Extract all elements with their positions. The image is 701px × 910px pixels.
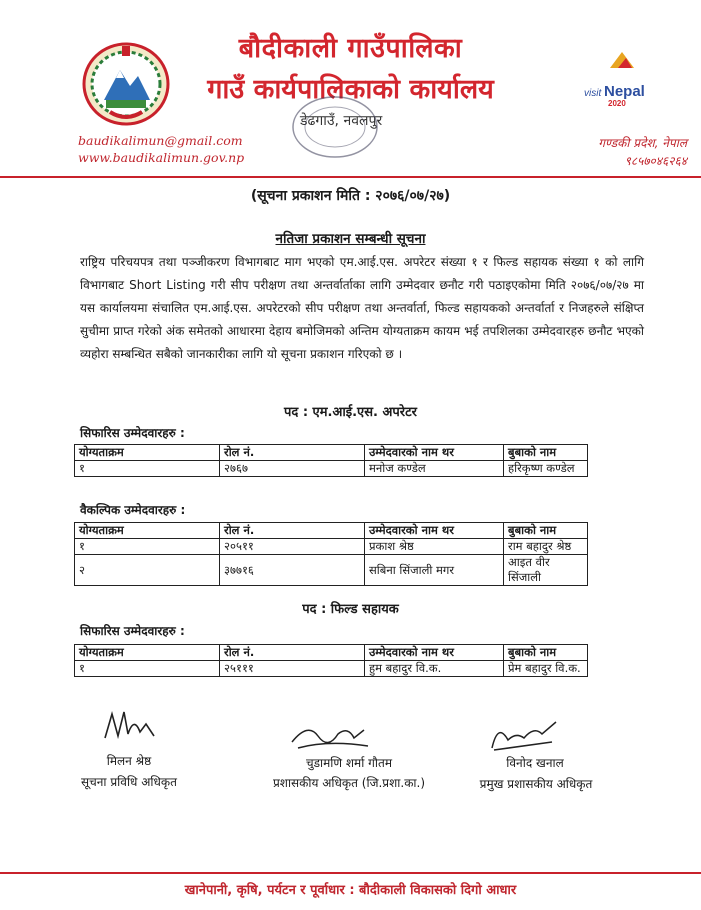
svg-text:visit: visit (584, 88, 602, 99)
header-divider (0, 176, 701, 178)
signatory-3-name: विनोद खनाल (506, 756, 564, 770)
contact-block (78, 132, 244, 166)
mis-recommended-table (74, 444, 588, 477)
footer-slogan: खानेपानी, कृषि, पर्यटन र पूर्वाधार : बौदीकाली विकासको दिगो आधार (184, 883, 517, 898)
field-recommended-table (74, 644, 588, 677)
contact-right-block (547, 134, 687, 170)
cell-candidate: मनोज कण्डेल (365, 461, 504, 477)
cell-candidate: प्रकाश श्रेष्ठ (365, 539, 504, 555)
table-row (75, 555, 588, 586)
col-rank: योग्यताक्रम (75, 445, 220, 461)
table-header-row (75, 645, 588, 661)
province-name: गण्डकी प्रदेश, नेपाल (598, 136, 687, 150)
office-title: गाउँ कार्यपालिकाको कार्यालय (207, 74, 494, 105)
footer-divider (0, 872, 701, 874)
col-candidate: उम्मेदवारको नाम थर (365, 445, 504, 461)
col-father: बुबाको नाम (504, 645, 588, 661)
cell-father: राम बहादुर श्रेष्ठ (504, 539, 588, 555)
cell-candidate: सबिना सिंजाली मगर (365, 555, 504, 586)
signatory-2-role: प्रशासकीय अधिकृत (जि.प्रशा.का.) (272, 776, 426, 790)
website-address: www.baudikalimun.gov.np (78, 150, 245, 165)
cell-candidate: हुम बहादुर वि.क. (365, 661, 504, 677)
cell-rank: १ (75, 661, 220, 677)
svg-text:2020: 2020 (608, 99, 626, 108)
email-address: baudikalimun@gmail.com (78, 133, 243, 148)
office-location: डेढगाउँ, नवलपुर (300, 113, 383, 129)
cell-father: प्रेम बहादुर वि.क. (504, 661, 588, 677)
col-rank: योग्यताक्रम (75, 645, 220, 661)
col-candidate: उम्मेदवारको नाम थर (365, 523, 504, 539)
municipality-title: बौदीकाली गाउँपालिका (238, 33, 463, 64)
col-father: बुबाको नाम (504, 523, 588, 539)
phone-number: ९८५७०४६२६४ (624, 154, 687, 168)
notice-body: राष्ट्रिय परिचयपत्र तथा पञ्जीकरण विभागबाट माग भएको एम.आई.एस. अपरेटर संख्या १ र फिल्ड सहायक संख्या १ को लागि विभागबाट Short Listing गरी सीप परीक्षण तथा अन्तर्वार्ताका लागि उम्मेदवार छनौट गरी पठाइएकोमा मिति २०७६/०७/२७ मा यस कार्यालयमा संचालित एम.आई.एस. अपरेटरको सीप परीक्षण तथा अन्तर्वार्ता, फिल्ड सहायकको अन्तर्वार्ता र निजहरुले संक्षिप्त सुचीमा प्राप्त गरेको अंक समेतको आधारमा देहाय बमोजिमको अन्तिम योग्यताक्रम कायम भई तपशिलका उम्मेदवारहरु छनौट भएको व्यहोरा सम्बन्धित सबैको जानकारीका लागि यो सूचना प्रकाशन गरिएको छ । (80, 255, 644, 361)
notice-date: (सूचना प्रकाशन मिति : २०७६/०७/२७) (250, 188, 451, 204)
notice-title-text: नतिजा प्रकाशन सम्बन्धी सूचना (275, 231, 426, 247)
col-father: बुबाको नाम (504, 445, 588, 461)
post-heading-mis-operator: पद : एम.आई.एस. अपरेटर (284, 405, 417, 420)
signatory-1-name: मिलन श्रेष्ठ (106, 754, 152, 768)
recommended-label: सिफारिस उम्मेदवारहरु : (80, 426, 185, 440)
signatory-2-name: चुडामणि शर्मा गौतम (305, 756, 393, 770)
table-row (75, 661, 588, 677)
cell-father: आइत वीर सिंजाली (504, 555, 588, 586)
table-header-row (75, 445, 588, 461)
recommended-label: सिफारिस उम्मेदवारहरु : (80, 624, 185, 638)
cell-roll: २५१११ (220, 661, 365, 677)
table-header-row (75, 523, 588, 539)
notice-title (0, 229, 701, 247)
signature-3-image (486, 712, 566, 754)
signature-2-image (288, 716, 378, 754)
col-rank: योग्यताक्रम (75, 523, 220, 539)
post-heading-field-assistant: पद : फिल्ड सहायक (302, 602, 399, 617)
table-row (75, 539, 588, 555)
cell-father: हरिकृष्ण कण्डेल (504, 461, 588, 477)
cell-rank: १ (75, 539, 220, 555)
col-candidate: उम्मेदवारको नाम थर (365, 645, 504, 661)
signatory-1-role: सूचना प्रविधि अधिकृत (81, 775, 177, 789)
office-stamp (290, 95, 383, 160)
cell-rank: १ (75, 461, 220, 477)
alternate-label: वैकल्पिक उम्मेदवारहरु : (80, 503, 186, 517)
svg-text:Nepal: Nepal (604, 83, 645, 100)
cell-roll: २०५११ (220, 539, 365, 555)
cell-roll: २७६७ (220, 461, 365, 477)
mis-alternate-table (74, 522, 588, 586)
col-roll: रोल नं. (220, 523, 365, 539)
signatory-3-role: प्रमुख प्रशासकीय अधिकृत (479, 777, 593, 791)
col-roll: रोल नं. (220, 645, 365, 661)
cell-roll: ३७७१६ (220, 555, 365, 586)
col-roll: रोल नं. (220, 445, 365, 461)
table-row (75, 461, 588, 477)
signature-1-image (100, 706, 160, 746)
cell-rank: २ (75, 555, 220, 586)
